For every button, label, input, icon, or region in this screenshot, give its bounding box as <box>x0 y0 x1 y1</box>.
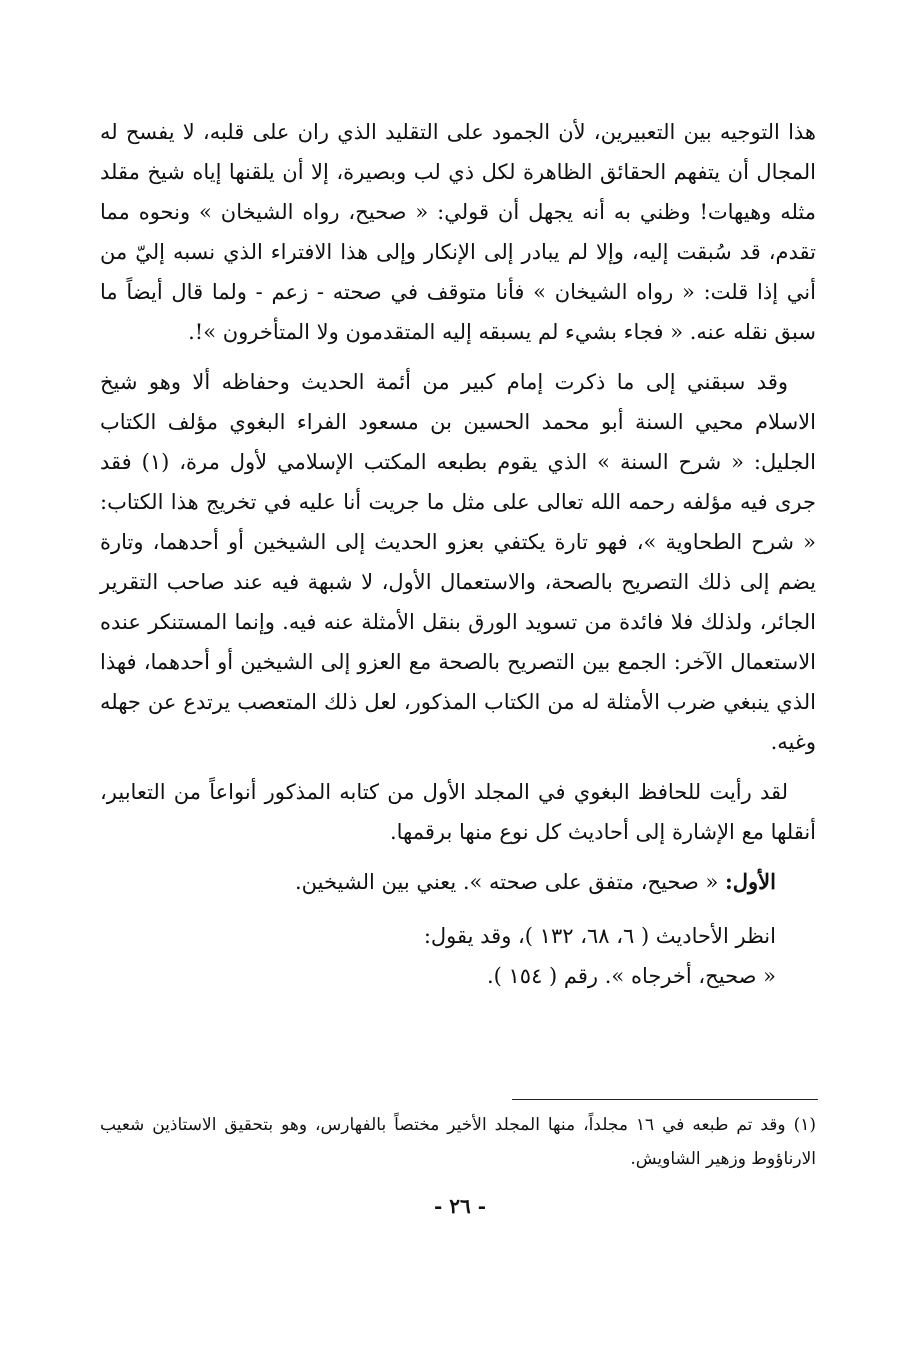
references-line-1: انظر الأحاديث ( ٦، ٦٨، ١٣٢ )، وقد يقول: <box>423 924 776 948</box>
paragraph-2: وقد سبقني إلى ما ذكرت إمام كبير من أئمة الحديث وحفاظه ألا وهو شيخ الاسلام محيي السنة أبو محمد الحسين بن مسعود الفراء البغوي مؤلف الكتاب الجليل: « شرح السنة » الذي يقوم بطبعه المكتب الإسلامي لأول مرة، (١) فقد جرى فيه مؤلفه رحمه الله تعالى على مثل ما جريت أنا عليه في تخريج هذا الكتاب: « شرح الطحاوية »، فهو تارة يكتفي بعزو الحديث إلى الشيخين أو أحدهما، وتارة يضم إلى ذلك التصريح بالصحة، والاستعمال الأول، لا شبهة فيه عند صاحب التقرير الجائر، ولذلك فلا فائدة من تسويد الورق بنقل الأمثلة عنه فيه. وإنما المستنكر عنده الاستعمال الآخر: الجمع بين التصريح بالصحة مع العزو إلى الشيخين أو أحدهما، فهذا الذي ينبغي ضرب الأمثلة له من الكتاب المذكور، لعل ذلك المتعصب يرتدع عن جهله وغيه. <box>100 370 816 754</box>
references-line-2: « صحيح، أخرجاه ». رقم ( ١٥٤ ). <box>486 964 776 988</box>
paragraph-1: هذا التوجيه بين التعبيرين، لأن الجمود على التقليد الذي ران على قلبه، لا يفسح له المجال أن يتفهم الحقائق الظاهرة لكل ذي لب وبصيرة، إلا أن يلقنها إياه شيخ مقلد مثله وهيهات! وظني به أنه يجهل أن قولي: « صحيح، رواه الشيخان » ونحوه مما تقدم، قد سُبقت إليه، وإلا لم يبادر إلى الإنكار وإلى هذا الافتراء الذي نسبه إليّ من أني إذا قلت: « رواه الشيخان » فأنا متوقف في صحته - زعم - ولما قال أيضاً ما سبق نقله عنه. « فجاء بشيء لم يسبقه إليه المتقدمون ولا المتأخرون »!. <box>100 120 816 344</box>
footnote-divider <box>512 1099 818 1100</box>
page-body <box>100 112 816 996</box>
first-type-text: « صحيح، متفق على صحته ». يعني بين الشيخين. <box>294 870 719 894</box>
paragraph-3: لقد رأيت للحافظ البغوي في المجلد الأول من كتابه المذكور أنواعاً من التعابير، أنقلها مع الإشارة إلى أحاديث كل نوع منها برقمها. <box>100 780 816 844</box>
first-type-line <box>100 862 816 902</box>
first-type-label: الأول: <box>725 869 776 894</box>
footnote: (١) وقد تم طبعه في ١٦ مجلداً، منها المجلد الأخير مختصاً بالفهارس، وهو بتحقيق الاستاذين شعيب الارناؤوط وزهير الشاويش. <box>100 1115 816 1169</box>
page-number: - ٢٦ - <box>433 1194 486 1218</box>
